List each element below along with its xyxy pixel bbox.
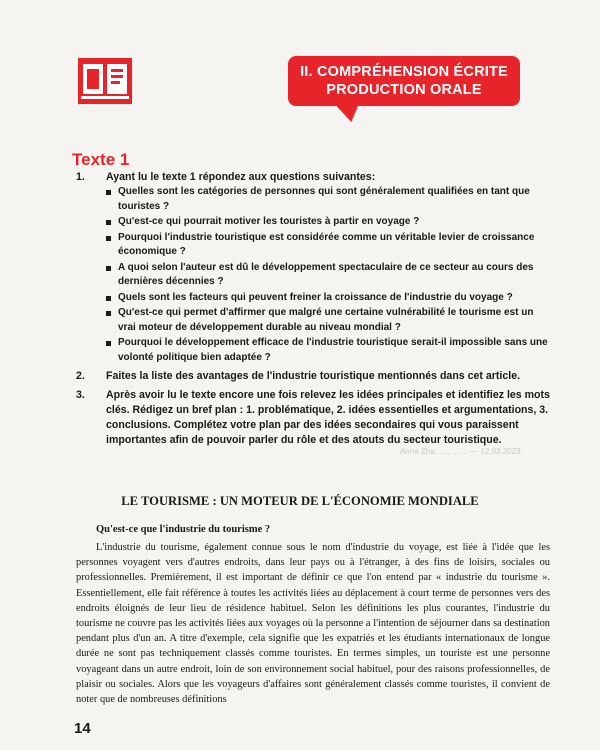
sub-question: Pourquoi le développement efficace de l'industrie touristique serait-il impossible sans une volonté politique bien adaptée ? [106,336,552,365]
question-text: Après avoir lu le texte encore une fois relevez les idées principales et identifiez les mots clés. Rédigez un bref plan : 1. problématique, 2. idées essentielles et argumentations, 3. conclusions. Complétez votre plan par des idées secondaires qui vous paraissent importantes afin de pouvoir parler du rôle et des atouts du secteur touristique. [106,389,550,446]
question-number: 2. [76,370,85,382]
sub-question: Pourquoi l'industrie touristique est considérée comme un véritable levier de croissance économique ? [106,231,552,260]
page-number: 14 [74,720,91,737]
sub-question-list [106,185,552,365]
section-title: Texte 1 [72,150,130,169]
question-2 [72,369,552,384]
question-text: Ayant lu le texte 1 répondez aux questions suivantes: [106,171,376,183]
article-body: L'industrie du tourisme, également connue sous le nom d'industrie du voyage, est liée à l'idée que les personnes voyagent vers d'autres endroits, dans leur pays ou à l'étranger, à des fins de loisirs, sociales ou professionnelles. Premièrement, il est important de définir ce que l'on entend par « industrie du tourisme ». Essentiellement, elle fait référence à toutes les activités liées au déplacement à court terme de personnes vers des endroits éloignés de leur lieu de résidence habituel. Selon les définitions les plus courantes, l'industrie du tourisme ne couvre pas les activités liées aux voyages où la personne a l'intention de séjourner dans sa destination pendant plus d'un an. A titre d'exemple, cela signifie que les expatriés et les étudiants internationaux de longue durée ne sont pas techniquement classés comme touristes. En termes simples, un touriste est une personne voyageant dans un autre endroit, loin de son environnement social habituel, pour des raisons professionnelles, de plaisir ou sociales. Alors que les voyageurs d'affaires sont généralement classés comme touristes, il convient de noter que de nombreuses définitions [76,542,550,706]
question-text: Faites la liste des avantages de l'industrie touristique mentionnés dans cet article. [106,370,521,382]
sub-question: Qu'est-ce qui pourrait motiver les touristes à partir en voyage ? [106,215,552,230]
section-banner [288,56,520,106]
banner-line-1: II. COMPRÉHENSION ÉCRITE [300,64,508,80]
question-3 [72,388,552,448]
book-icon [78,58,132,104]
article-title: LE TOURISME : UN MOTEUR DE L'ÉCONOMIE MONDIALE [121,494,479,508]
banner-line-2: PRODUCTION ORALE [326,82,482,98]
question-1 [72,170,552,365]
article-subtitle: Qu'est-ce que l'industrie du tourisme ? [96,524,271,535]
sub-question: A quoi selon l'auteur est dû le développement spectaculaire de ce secteur au cours des dernières décennies ? [106,261,552,290]
sub-question: Quelles sont les catégories de personnes qui sont généralement qualifiées en tant que touristes ? [106,185,552,214]
question-number: 1. [76,171,85,183]
sub-question: Quels sont les facteurs qui peuvent freiner la croissance de l'industrie du voyage ? [106,291,552,306]
questions-list [72,170,552,452]
question-number: 3. [76,389,85,401]
sub-question: Qu'est-ce qui permet d'affirmer que malgré une certaine vulnérabilité le tourisme est un vrai moteur de développement durable au niveau mondial ? [106,306,552,335]
watermark: Anna Zha... ... ... ... — 12.03.2023 [400,447,521,456]
